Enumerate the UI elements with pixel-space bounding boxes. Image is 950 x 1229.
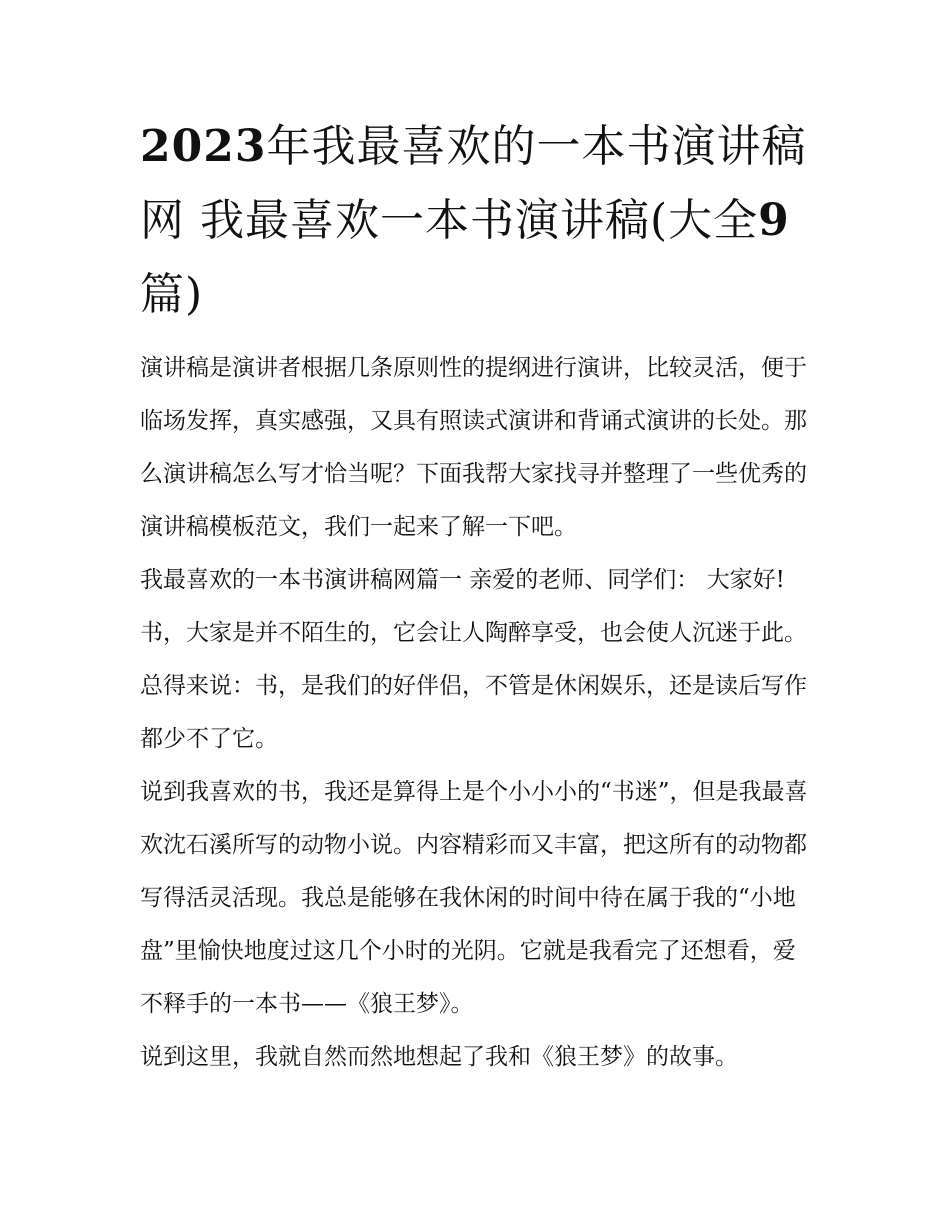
document-title xyxy=(140,110,812,332)
title-text-part1: 年我最喜欢的一本书演讲稿网 我最喜欢一本书演讲稿(大全 xyxy=(140,121,807,246)
title-text-part2: 篇) xyxy=(140,269,204,320)
title-year: 2023 xyxy=(140,121,267,172)
document-page xyxy=(140,110,812,1084)
paragraph-favorite-book: 说到我喜欢的书，我还是算得上是个小小小的“书迷”，但是我最喜欢沈石溪所写的动物小说。内容精彩而又丰富，把这所有的动物都写得活灵活现。我总是能够在我休闲的时间中待在属于我的“小地盘”里愉快地度过这几个小时的光阴。它就是我看完了还想看，爱不释手的一本书——《狼王梦》。 xyxy=(140,779,808,1017)
paragraph-books: 书，大家是并不陌生的，它会让人陶醉享受，也会使人沉迷于此。总得来说：书，是我们的好伴侣，不管是休闲娱乐，还是读后写作都少不了它。 xyxy=(140,620,807,752)
title-count: 9 xyxy=(758,195,790,246)
paragraph-greeting: 我最喜欢的一本书演讲稿网篇一 亲爱的老师、同学们： 大家好! xyxy=(140,567,785,593)
paragraph-intro: 演讲稿是演讲者根据几条原则性的提纲进行演讲，比较灵活，便于临场发挥，真实感强，又具有照读式演讲和背诵式演讲的长处。那么演讲稿怎么写才恰当呢？下面我帮大家找寻并整理了一些优秀的演讲稿模板范文，我们一起来了解一下吧。 xyxy=(140,355,807,540)
paragraph-story: 说到这里，我就自然而然地想起了我和《狼王梦》的故事。 xyxy=(140,1044,738,1070)
